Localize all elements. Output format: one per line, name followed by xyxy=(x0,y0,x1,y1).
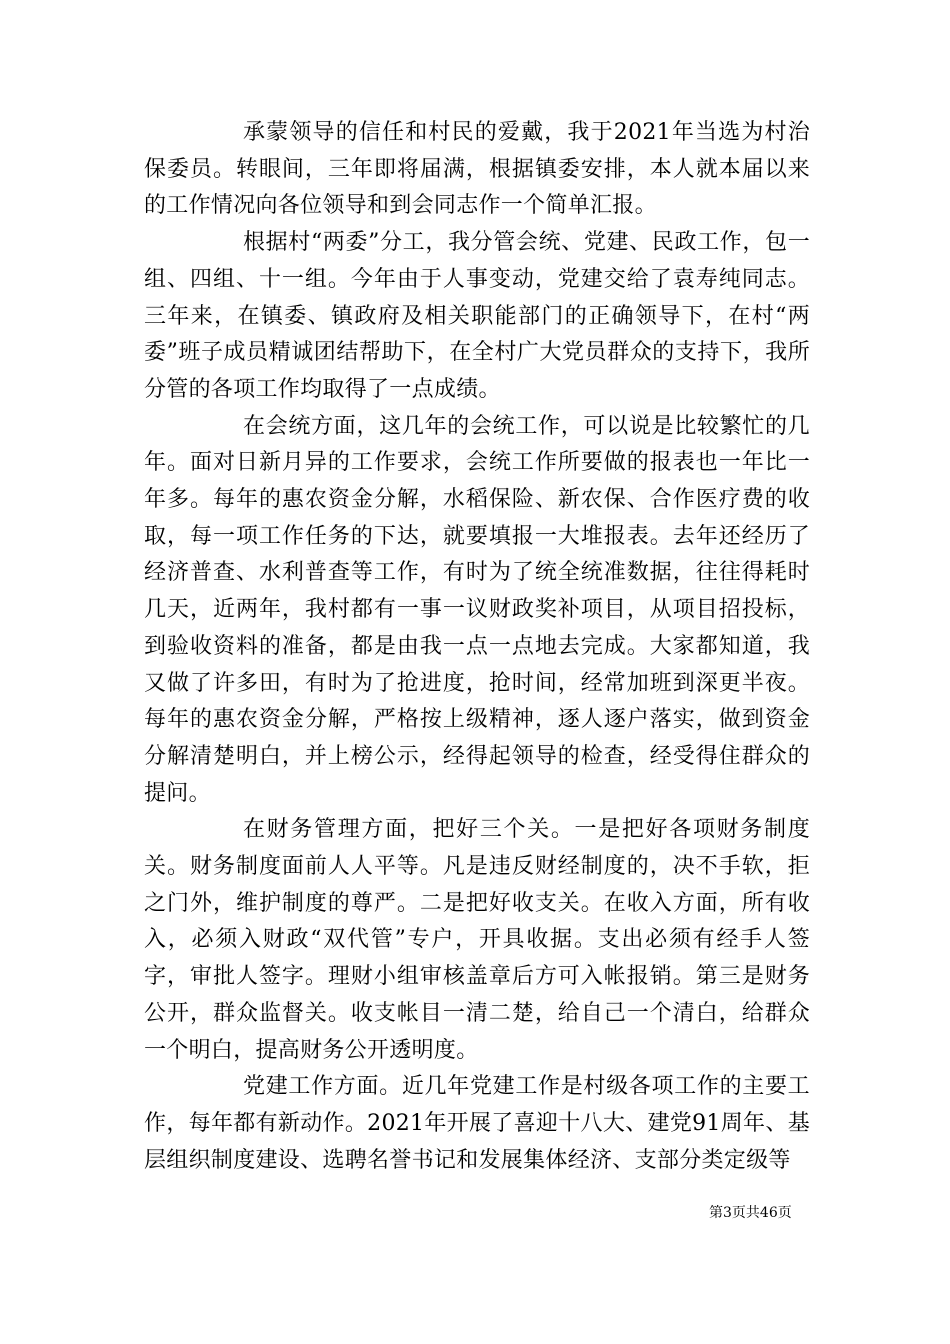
paragraph-5: 党建工作方面。近几年党建工作是村级各项工作的主要工作，每年都有新动作。2021年开展了喜迎十八大、建党91周年、基层组织制度建设、选聘名誉书记和发展集体经济、支部分类定级等 xyxy=(144,1074,810,1173)
paragraph-1: 承蒙领导的信任和村民的爱戴，我于2021年当选为村治保委员。转眼间，三年即将届满，根据镇委安排，本人就本届以来的工作情况向各位领导和到会同志作一个简单汇报。 xyxy=(144,120,810,219)
paragraph-4: 在财务管理方面，把好三个关。一是把好各项财务制度关。财务制度面前人人平等。凡是违反财经制度的，决不手软，拒之门外，维护制度的尊严。二是把好收支关。在收入方面，所有收入，必须入财政“双代管”专户，开具收据。支出必须有经手人签字，审批人签字。理财小组审核盖章后方可入帐报销。第三是财务公开，群众监督关。收支帐目一清二楚，给自己一个清白，给群众一个明白，提高财务公开透明度。 xyxy=(144,817,810,1063)
paragraph-3: 在会统方面，这几年的会统工作，可以说是比较繁忙的几年。面对日新月异的工作要求，会统工作所要做的报表也一年比一年多。每年的惠农资金分解，水稻保险、新农保、合作医疗费的收取，每一项工作任务的下达，就要填报一大堆报表。去年还经历了经济普查、水利普查等工作，有时为了统全统准数据，往往得耗时几天，近两年，我村都有一事一议财政奖补项目，从项目招投标，到验收资料的准备，都是由我一点一点地去完成。大家都知道，我又做了许多田，有时为了抢进度，抢时间，经常加班到深更半夜。每年的惠农资金分解，严格按上级精神，逐人逐户落实，做到资金分解清楚明白，并上榜公示，经得起领导的检查，经受得住群众的提问。 xyxy=(144,413,810,806)
page-number-footer: 第3页共46页 xyxy=(709,1205,792,1221)
paragraph-2: 根据村“两委”分工，我分管会统、党建、民政工作，包一组、四组、十一组。今年由于人事变动，党建交给了袁寿纯同志。三年来，在镇委、镇政府及相关职能部门的正确领导下，在村“两委”班子成员精诚团结帮助下，在全村广大党员群众的支持下，我所分管的各项工作均取得了一点成绩。 xyxy=(144,230,810,402)
document-body xyxy=(144,115,810,1179)
